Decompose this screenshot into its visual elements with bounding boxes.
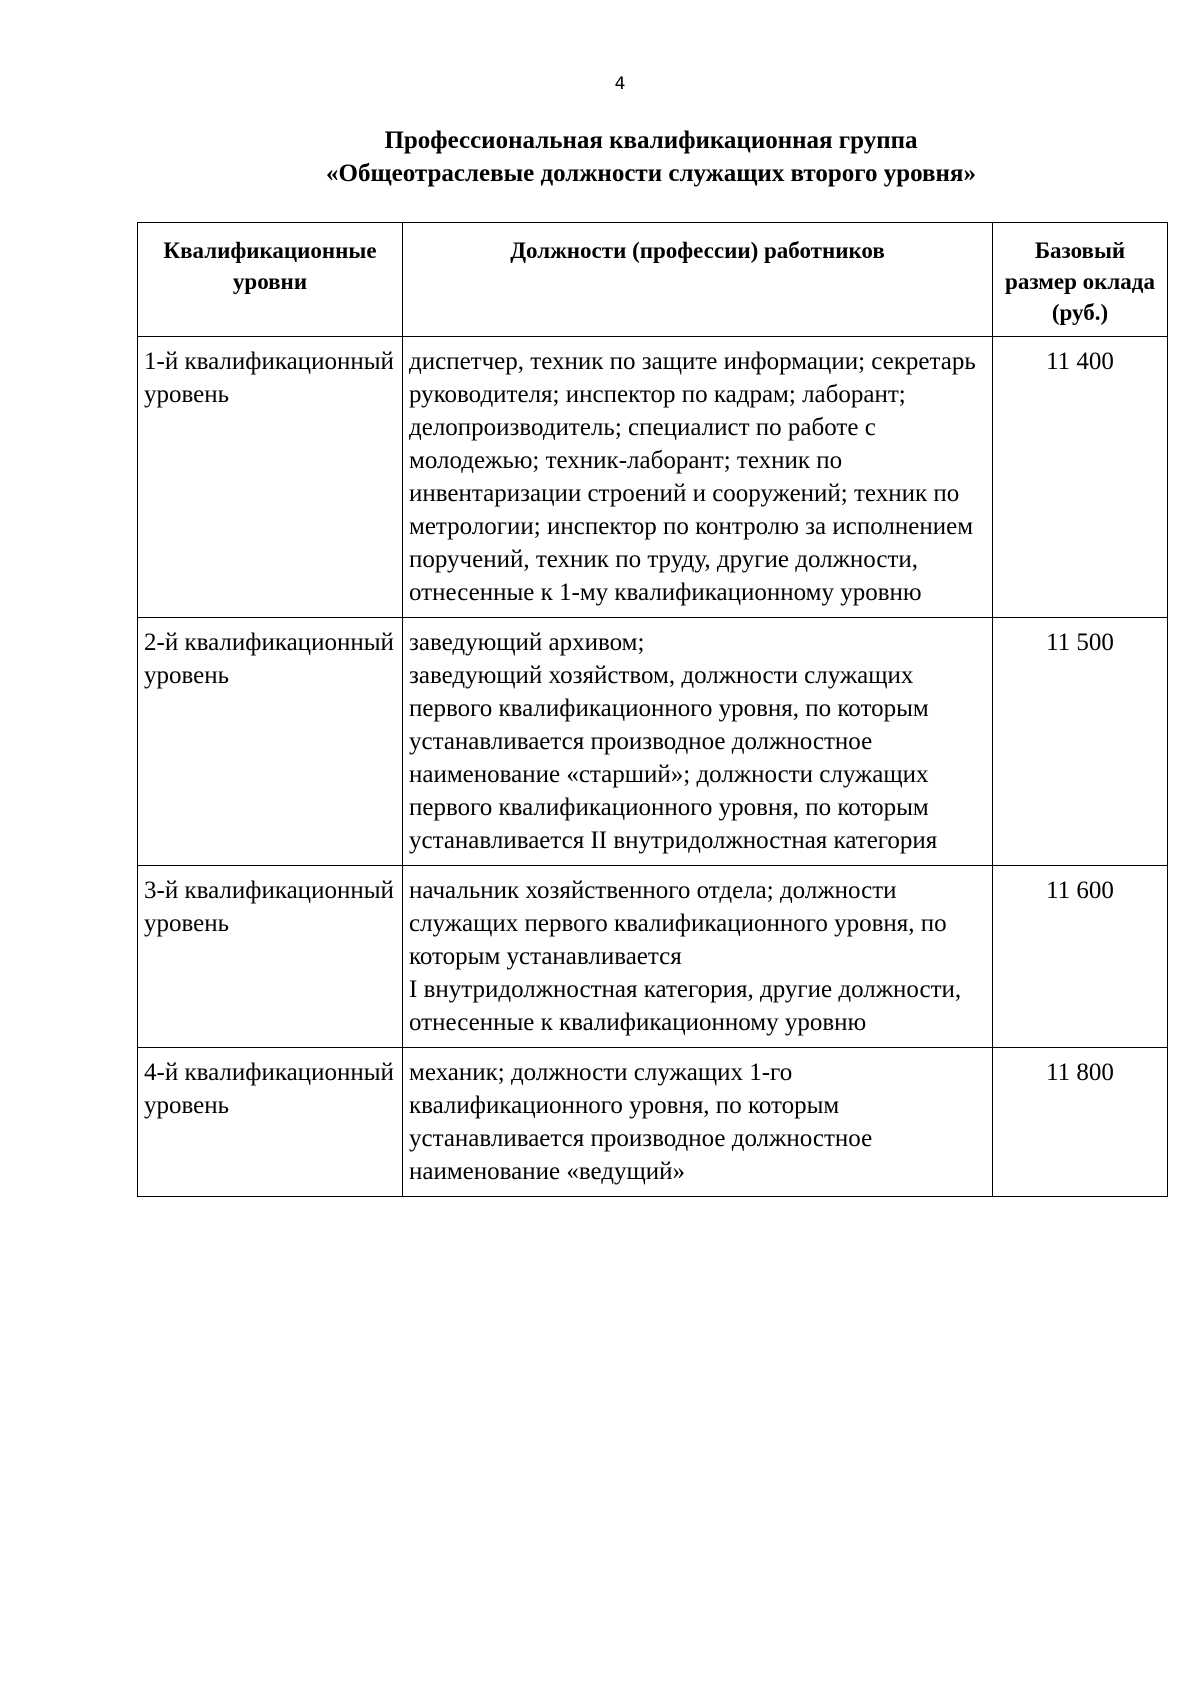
table-row — [138, 1048, 1168, 1197]
table-header-row — [138, 223, 1168, 337]
page-number: 4 — [614, 74, 626, 94]
positions-cell: диспетчер, техник по защите информации; секретарь руководителя; инспектор по кадрам; лаборант; делопроизводитель; специалист по работе с молодежью; техник-лаборант; техник по инвентаризации строений и сооружений; техник по метрологии; инспектор по контролю за исполнением поручений, техник по труду, другие должности, отнесенные к 1-му квалификационному уровню — [403, 337, 993, 618]
salary-cell: 11 800 — [993, 1048, 1168, 1197]
level-cell: 2-й квалификационный уровень — [138, 618, 403, 866]
header-level: Квалификационные уровни — [138, 223, 403, 337]
level-cell: 3-й квалификационный уровень — [138, 866, 403, 1048]
table-row — [138, 866, 1168, 1048]
level-cell: 4-й квалификационный уровень — [138, 1048, 403, 1197]
document-title — [137, 124, 1165, 190]
qualification-table — [137, 222, 1168, 1197]
salary-cell: 11 600 — [993, 866, 1168, 1048]
salary-cell: 11 500 — [993, 618, 1168, 866]
header-salary: Базовый размер оклада (руб.) — [993, 223, 1168, 337]
level-cell: 1-й квалификационный уровень — [138, 337, 403, 618]
title-line-1: Профессиональная квалификационная группа — [384, 127, 918, 154]
title-line-2: «Общеотраслевые должности служащих второго уровня» — [326, 160, 976, 187]
salary-cell: 11 400 — [993, 337, 1168, 618]
positions-cell: механик; должности служащих 1-го квалификационного уровня, по которым устанавливается производное должностное наименование «ведущий» — [403, 1048, 993, 1197]
table-row — [138, 618, 1168, 866]
table-row — [138, 337, 1168, 618]
header-positions: Должности (профессии) работников — [403, 223, 993, 337]
positions-cell: начальник хозяйственного отдела; должности служащих первого квалификационного уровня, по которым устанавливается I внутридолжностная категория, другие должности, отнесенные к квалификационному уровню — [403, 866, 993, 1048]
positions-cell: заведующий архивом; заведующий хозяйством, должности служащих первого квалификационного уровня, по которым устанавливается производное должностное наименование «старший»; должности служащих первого квалификационного уровня, по которым устанавливается II внутридолжностная категория — [403, 618, 993, 866]
